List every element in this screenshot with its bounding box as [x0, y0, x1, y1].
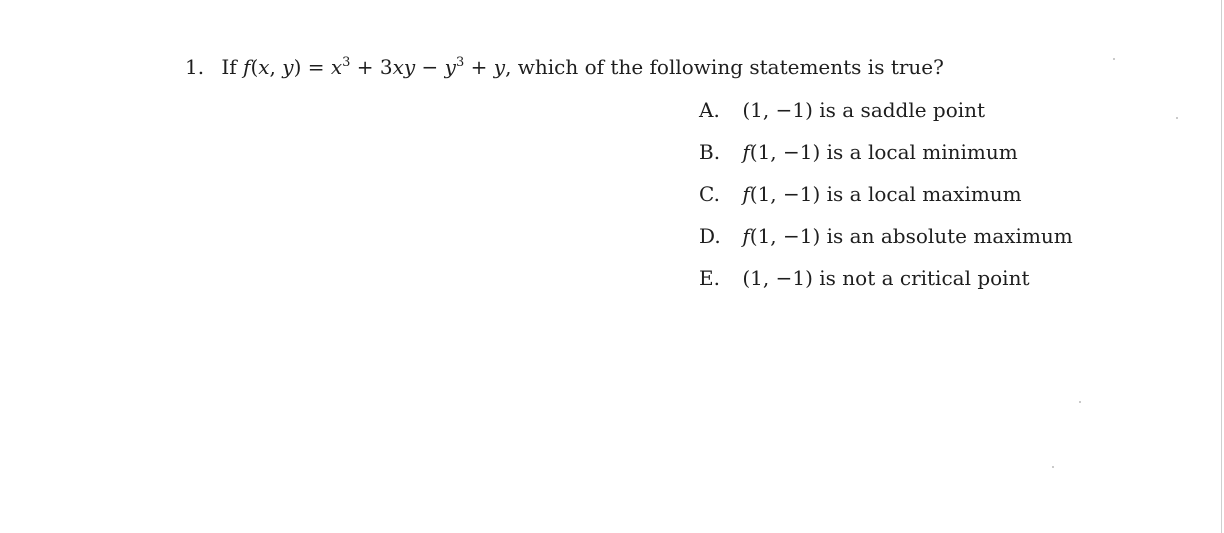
- page-edge: [1221, 0, 1222, 533]
- option-d[interactable]: [699, 220, 1073, 262]
- question-number: 1.: [185, 55, 205, 79]
- option-math: f(1, −1): [742, 182, 821, 206]
- option-letter: E.: [699, 266, 720, 290]
- option-text: is not a critical point: [819, 266, 1030, 290]
- scan-speck: [1113, 58, 1115, 60]
- option-text: is an absolute maximum: [826, 224, 1073, 248]
- option-math: f(1, −1): [742, 224, 821, 248]
- scan-speck: [1176, 117, 1178, 119]
- question-suffix: , which of the following statements is true?: [505, 55, 944, 79]
- option-text: is a local maximum: [826, 182, 1022, 206]
- option-text: is a local minimum: [826, 140, 1018, 164]
- option-c[interactable]: [699, 178, 1073, 220]
- question-stem: [185, 52, 944, 82]
- option-letter: B.: [699, 140, 721, 164]
- option-e[interactable]: [699, 262, 1073, 304]
- function-definition: f(x, $y) = x^3 + 3xy - y^3 + y$: [243, 55, 506, 79]
- option-letter: A.: [699, 98, 720, 122]
- answer-options: [699, 94, 1073, 304]
- option-a[interactable]: [699, 94, 1073, 136]
- option-math: (1, −1): [742, 98, 813, 122]
- option-math: (1, −1): [742, 266, 813, 290]
- scan-speck: [1079, 401, 1081, 403]
- option-letter: C.: [699, 182, 720, 206]
- option-letter: D.: [699, 224, 721, 248]
- option-b[interactable]: [699, 136, 1073, 178]
- question-prefix: If: [221, 55, 237, 79]
- scan-speck: [1052, 466, 1054, 468]
- option-math: f(1, −1): [742, 140, 821, 164]
- option-text: is a saddle point: [819, 98, 986, 122]
